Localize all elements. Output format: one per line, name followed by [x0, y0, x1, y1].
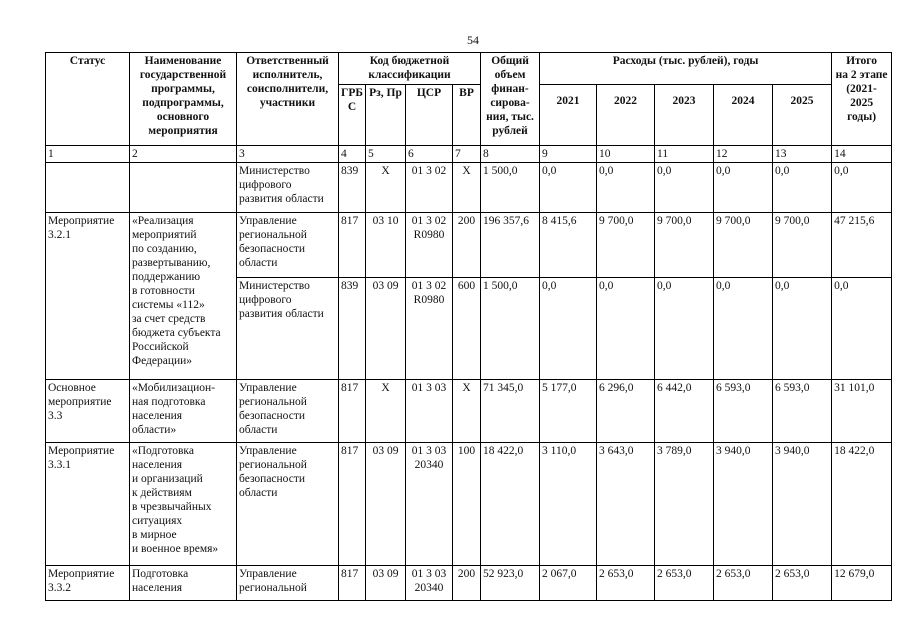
name-cell	[130, 163, 237, 213]
grbs-cell: 817	[339, 213, 366, 278]
expense-2021-cell: 5 177,0	[540, 380, 597, 443]
expense-2021-cell: 0,0	[540, 163, 597, 213]
csr-cell: 01 3 03	[406, 380, 453, 443]
expense-2024-cell: 6 593,0	[714, 380, 773, 443]
column-number-row	[46, 146, 892, 163]
expense-2021-cell: 2 067,0	[540, 566, 597, 601]
header-name: Наименование государственной программы, подпрограммы, основного мероприятия	[130, 53, 237, 146]
header-row	[46, 53, 892, 85]
expense-2021-cell: 8 415,6	[540, 213, 597, 278]
header-code-group: Код бюджетной классификации	[339, 53, 481, 85]
grbs-cell: 817	[339, 443, 366, 566]
rz-pr-cell: 03 09	[366, 278, 406, 380]
expense-2023-cell: 9 700,0	[655, 213, 714, 278]
total-stage-cell: 31 101,0	[832, 380, 892, 443]
expense-2022-cell: 9 700,0	[597, 213, 655, 278]
csr-cell: 01 3 02 R0980	[406, 278, 453, 380]
column-number: 7	[453, 146, 481, 163]
responsible-cell: Министерство цифрового развития области	[237, 163, 339, 213]
header-year: 2025	[773, 85, 832, 146]
column-number: 5	[366, 146, 406, 163]
csr-cell: 01 3 02 R0980	[406, 213, 453, 278]
expense-2025-cell: 6 593,0	[773, 380, 832, 443]
header-vr: ВР	[453, 85, 481, 146]
expense-2022-cell: 0,0	[597, 278, 655, 380]
column-number: 9	[540, 146, 597, 163]
column-number: 11	[655, 146, 714, 163]
name-cell: «Реализация мероприятий по созданию, развертыванию, поддержанию в готовности системы «112» за счет средств бюджета субъекта Российской Федерации»	[130, 213, 237, 380]
status-cell: Мероприятие 3.2.1	[46, 213, 130, 380]
header-year: 2022	[597, 85, 655, 146]
total-funding-cell: 1 500,0	[481, 163, 540, 213]
grbs-cell: 817	[339, 380, 366, 443]
expense-2025-cell: 9 700,0	[773, 213, 832, 278]
status-cell: Мероприятие 3.3.1	[46, 443, 130, 566]
expense-2023-cell: 0,0	[655, 278, 714, 380]
total-stage-cell: 12 679,0	[832, 566, 892, 601]
column-number: 10	[597, 146, 655, 163]
column-number: 12	[714, 146, 773, 163]
vr-cell: 600	[453, 278, 481, 380]
table-row	[46, 213, 892, 278]
grbs-cell: 817	[339, 566, 366, 601]
expense-2025-cell: 2 653,0	[773, 566, 832, 601]
vr-cell: 200	[453, 213, 481, 278]
table-row	[46, 566, 892, 601]
expense-2022-cell: 3 643,0	[597, 443, 655, 566]
expense-2021-cell: 3 110,0	[540, 443, 597, 566]
total-stage-cell: 0,0	[832, 278, 892, 380]
expense-2024-cell: 0,0	[714, 278, 773, 380]
total-funding-cell: 1 500,0	[481, 278, 540, 380]
vr-cell: 100	[453, 443, 481, 566]
status-cell: Основное мероприятие 3.3	[46, 380, 130, 443]
total-stage-cell: 18 422,0	[832, 443, 892, 566]
responsible-cell: Управление региональной	[237, 566, 339, 601]
grbs-cell: 839	[339, 163, 366, 213]
column-number: 14	[832, 146, 892, 163]
header-rz-pr: Рз, Пр	[366, 85, 406, 146]
header-total-stage: Итого на 2 этапе (2021- 2025 годы)	[832, 53, 892, 146]
header-grbs: ГРБС	[339, 85, 366, 146]
expense-2023-cell: 2 653,0	[655, 566, 714, 601]
expense-2022-cell: 6 296,0	[597, 380, 655, 443]
header-year: 2021	[540, 85, 597, 146]
column-number: 8	[481, 146, 540, 163]
column-number: 3	[237, 146, 339, 163]
total-stage-cell: 47 215,6	[832, 213, 892, 278]
rz-pr-cell: Х	[366, 380, 406, 443]
expense-2022-cell: 0,0	[597, 163, 655, 213]
total-stage-cell: 0,0	[832, 163, 892, 213]
vr-cell: Х	[453, 380, 481, 443]
page-number: 54	[467, 33, 479, 47]
expense-2025-cell: 0,0	[773, 278, 832, 380]
csr-cell: 01 3 02	[406, 163, 453, 213]
csr-cell: 01 3 03 20340	[406, 566, 453, 601]
expense-2023-cell: 6 442,0	[655, 380, 714, 443]
rz-pr-cell: Х	[366, 163, 406, 213]
rz-pr-cell: 03 10	[366, 213, 406, 278]
rz-pr-cell: 03 09	[366, 443, 406, 566]
total-funding-cell: 196 357,6	[481, 213, 540, 278]
expense-2022-cell: 2 653,0	[597, 566, 655, 601]
header-total-funding: Общий объем финан- сирова- ния, тыс. рублей	[481, 53, 540, 146]
responsible-cell: Управление региональной безопасности области	[237, 443, 339, 566]
rz-pr-cell: 03 09	[366, 566, 406, 601]
responsible-cell: Министерство цифрового развития области	[237, 278, 339, 380]
expense-2023-cell: 0,0	[655, 163, 714, 213]
vr-cell: Х	[453, 163, 481, 213]
table-row	[46, 443, 892, 566]
name-cell: «Мобилизацион- ная подготовка населения области»	[130, 380, 237, 443]
column-number: 4	[339, 146, 366, 163]
responsible-cell: Управление региональной безопасности области	[237, 213, 339, 278]
column-number: 6	[406, 146, 453, 163]
header-year: 2023	[655, 85, 714, 146]
expense-2025-cell: 0,0	[773, 163, 832, 213]
status-cell: Мероприятие 3.3.2	[46, 566, 130, 601]
expense-2024-cell: 0,0	[714, 163, 773, 213]
header-responsible: Ответственный исполнитель, соисполнители, участники	[237, 53, 339, 146]
total-funding-cell: 52 923,0	[481, 566, 540, 601]
column-number: 1	[46, 146, 130, 163]
table-row	[46, 380, 892, 443]
header-status: Статус	[46, 53, 130, 146]
expense-2021-cell: 0,0	[540, 278, 597, 380]
name-cell: «Подготовка населения и организаций к действиям в чрезвычайных ситуациях в мирное и военное время»	[130, 443, 237, 566]
expense-2024-cell: 9 700,0	[714, 213, 773, 278]
responsible-cell: Управление региональной безопасности области	[237, 380, 339, 443]
header-expenses-group: Расходы (тыс. рублей), годы	[540, 53, 832, 85]
table-row	[46, 163, 892, 213]
header-year: 2024	[714, 85, 773, 146]
header-csr: ЦСР	[406, 85, 453, 146]
total-funding-cell: 18 422,0	[481, 443, 540, 566]
column-number: 13	[773, 146, 832, 163]
status-cell	[46, 163, 130, 213]
name-cell: Подготовка населения	[130, 566, 237, 601]
expense-2024-cell: 3 940,0	[714, 443, 773, 566]
expense-2024-cell: 2 653,0	[714, 566, 773, 601]
column-number: 2	[130, 146, 237, 163]
expense-2023-cell: 3 789,0	[655, 443, 714, 566]
total-funding-cell: 71 345,0	[481, 380, 540, 443]
vr-cell: 200	[453, 566, 481, 601]
budget-table	[45, 52, 892, 601]
expense-2025-cell: 3 940,0	[773, 443, 832, 566]
grbs-cell: 839	[339, 278, 366, 380]
csr-cell: 01 3 03 20340	[406, 443, 453, 566]
